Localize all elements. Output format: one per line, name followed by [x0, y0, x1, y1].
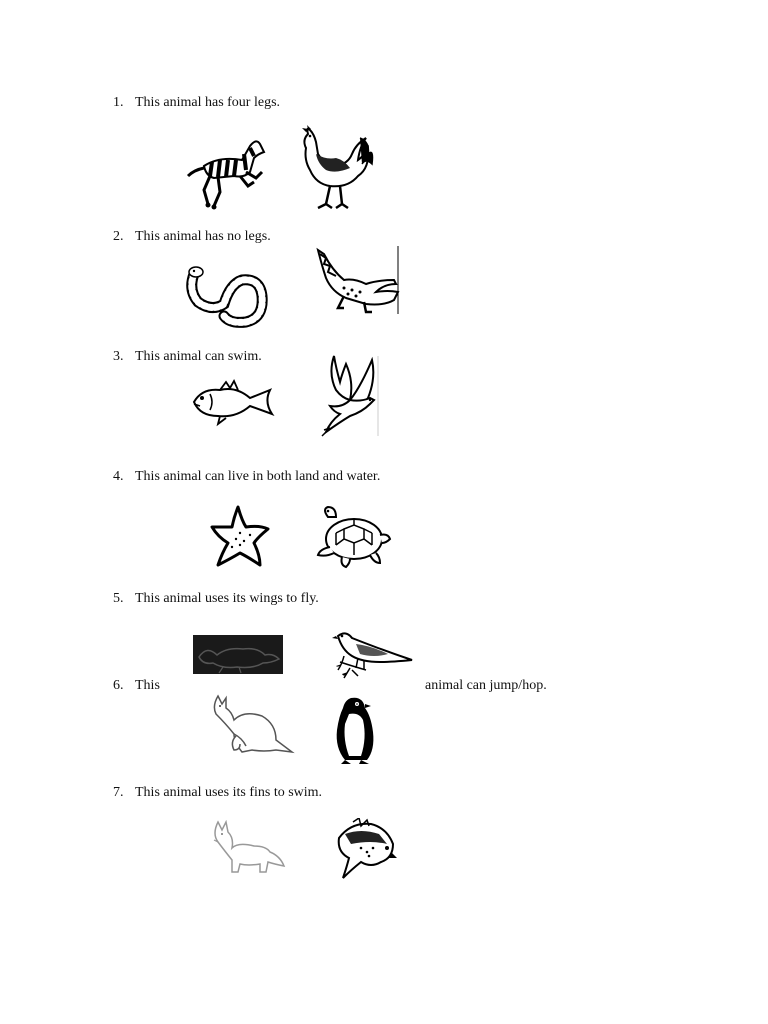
question-number: 1. [113, 95, 124, 110]
leaping-fish-icon[interactable] [331, 818, 397, 880]
question-4 [113, 469, 380, 485]
dove-icon[interactable] [320, 354, 380, 438]
question-text: This animal uses its fins to swim. [135, 785, 323, 800]
question-number: 3. [113, 349, 124, 364]
question-7 [113, 785, 322, 801]
question-text: This animal can swim. [135, 349, 262, 364]
question-2 [113, 229, 271, 245]
question-text-end: animal can jump/hop. [425, 678, 547, 693]
turtle-icon[interactable] [314, 503, 392, 569]
question-number: 7. [113, 785, 124, 800]
starfish-icon[interactable] [210, 503, 270, 567]
question-number: 2. [113, 229, 124, 244]
question-number: 5. [113, 591, 124, 606]
question-6 [113, 678, 160, 694]
snake-icon[interactable] [184, 262, 268, 332]
kangaroo-icon[interactable] [208, 694, 296, 756]
crocodile-icon[interactable] [314, 244, 400, 316]
question-text: This animal can live in both land and water. [135, 469, 381, 484]
fish-icon[interactable] [190, 378, 276, 428]
mouse-icon[interactable] [193, 635, 283, 674]
question-text: This animal has no legs. [135, 229, 271, 244]
question-number: 6. [113, 678, 124, 693]
question-text: This animal uses its wings to fly. [135, 591, 319, 606]
question-number: 4. [113, 469, 124, 484]
question-text-start: This [135, 678, 160, 693]
question-3 [113, 349, 262, 365]
bird-icon[interactable] [332, 628, 414, 684]
question-1 [113, 95, 280, 111]
question-text: This animal has four legs. [135, 95, 281, 110]
question-5 [113, 591, 319, 607]
penguin-icon[interactable] [331, 694, 379, 766]
rooster-icon[interactable] [296, 124, 380, 212]
zebra-icon[interactable] [184, 126, 270, 210]
fox-icon[interactable] [208, 820, 286, 874]
